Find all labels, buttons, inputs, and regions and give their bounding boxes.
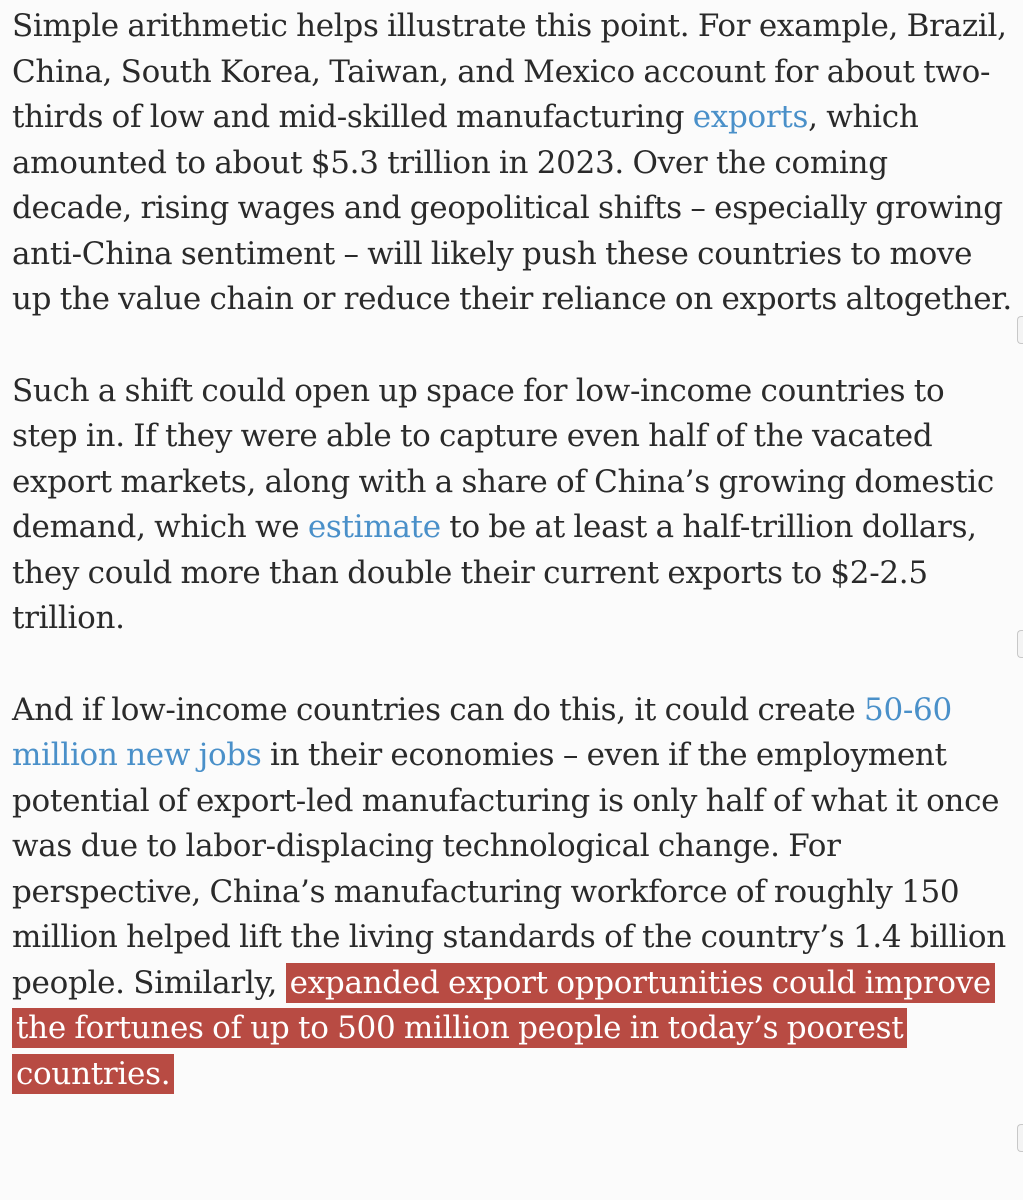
paragraph-3-text-after: in their economies – even if the employment potential of export-led manufacturing is only half of what it once was due to labor-displacing technological change. For perspective, China’s manufacturing workforce of roughly 150 million helped lift the living standards of the country’s 1.4 billion people. Similarly, xyxy=(12,737,1006,1001)
article-body xyxy=(12,4,1012,1143)
paragraph-1-text-after: , which amounted to about $5.3 trillion in 2023. Over the coming decade, rising wages and geopolitical shifts – especially growing anti-China sentiment – will likely push these countries to move up the value chain or reduce their reliance on exports altogether. xyxy=(12,99,1012,317)
paragraph-3-text-before: And if low-income countries can do this, it could create xyxy=(12,691,865,728)
paragraph-3 xyxy=(12,688,1012,1098)
paragraph-2-text-after: to be at least a half-trillion dollars, they could more than double their current exports to $2-2.5 trillion. xyxy=(12,509,977,636)
annotation-marker-1[interactable] xyxy=(1017,316,1023,344)
paragraph-1-text-before: Simple arithmetic helps illustrate this point. For example, Brazil, China, South Korea, Taiwan, and Mexico account for about two-thirds of low and mid-skilled manufacturing xyxy=(12,8,1007,135)
exports-link[interactable]: exports xyxy=(692,99,809,135)
new-jobs-link[interactable]: 50-60 million new jobs xyxy=(12,691,952,773)
paragraph-2-text-before: Such a shift could open up space for low-income countries to step in. If they were able to capture even half of the vacated export markets, along with a share of China’s growing domestic demand, which we xyxy=(12,372,994,545)
annotation-marker-2[interactable] xyxy=(1017,630,1023,658)
paragraph-1 xyxy=(12,4,1012,323)
estimate-link[interactable]: estimate xyxy=(307,509,441,545)
paragraph-2 xyxy=(12,369,1012,642)
annotation-marker-3[interactable] xyxy=(1017,1124,1023,1152)
highlighted-text[interactable]: expanded export opportunities could improve the fortunes of up to 500 million people in today’s poorest countries. xyxy=(12,963,995,1094)
